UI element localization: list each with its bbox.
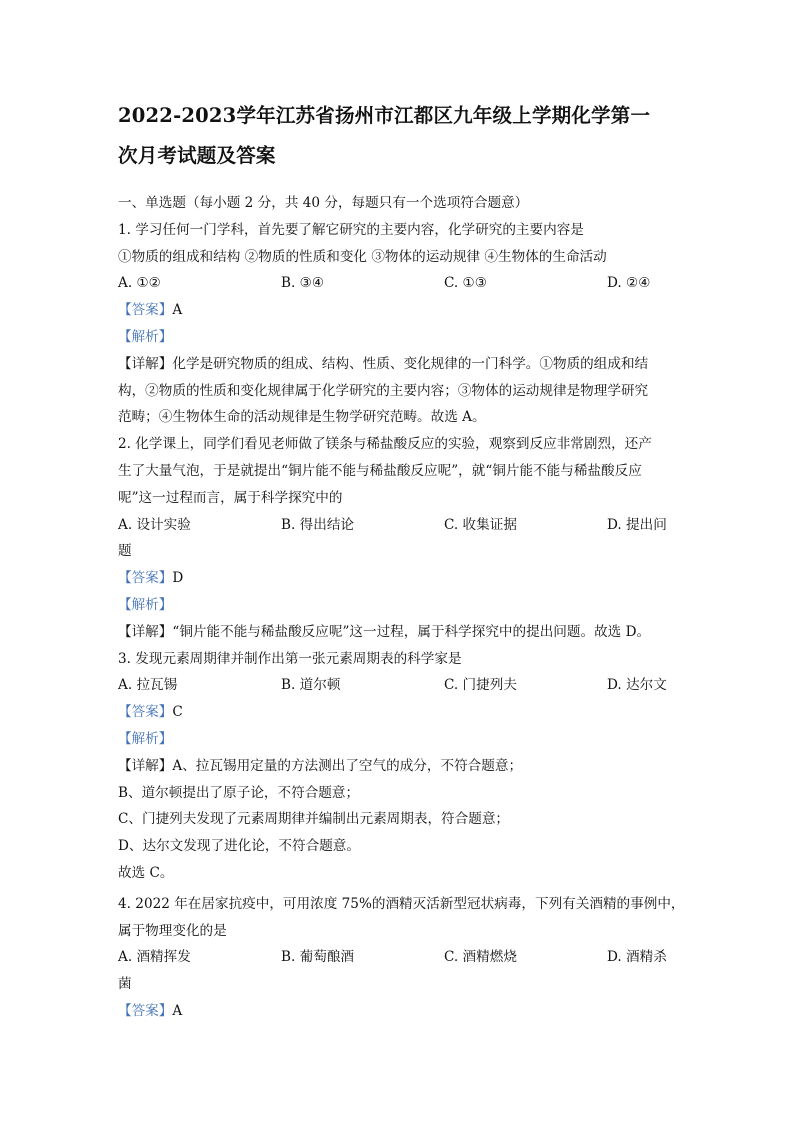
q2-options bbox=[118, 512, 684, 539]
answer-tag: 【答案】 bbox=[118, 1002, 173, 1019]
q3-detail-3: C、门捷列夫发现了元素周期律并编制出元素周期表，符合题意； bbox=[118, 811, 510, 828]
q1-stem: 1. 学习任何一门学科，首先要了解它研究的主要内容，化学研究的主要内容是 bbox=[118, 221, 584, 238]
q4-answer bbox=[118, 998, 684, 1025]
q3-option-c: C. 门捷列夫 bbox=[444, 677, 517, 694]
q2-option-d: D. 提出问 bbox=[607, 516, 667, 533]
analysis-tag: 【解析】 bbox=[118, 730, 173, 747]
detail-tag: 【详解】 bbox=[118, 623, 173, 640]
q4-stem-2: 属于物理变化的是 bbox=[118, 922, 227, 939]
q3-answer bbox=[118, 699, 684, 726]
q1-answer bbox=[118, 297, 684, 324]
q2-option-c: C. 收集证据 bbox=[444, 516, 517, 533]
q2-detail bbox=[118, 619, 684, 646]
q1-option-b: B. ③④ bbox=[281, 275, 325, 292]
q2-analysis bbox=[118, 592, 684, 619]
q4-option-d: D. 酒精杀 bbox=[607, 949, 667, 966]
q1-detail-1 bbox=[118, 351, 684, 378]
q1-analysis bbox=[118, 324, 684, 351]
q3-detail-text-1: A、拉瓦锡用定量的方法测出了空气的成分，不符合题意； bbox=[172, 757, 523, 774]
detail-tag: 【详解】 bbox=[118, 757, 173, 774]
q1-items: ①物质的组成和结构 ②物质的性质和变化 ③物体的运动规律 ④生物体的生命活动 bbox=[118, 248, 607, 265]
detail-tag: 【详解】 bbox=[118, 355, 173, 372]
q2-stem-1: 2. 化学课上，同学们看见老师做了镁条与稀盐酸反应的实验，观察到反应非常剧烈，还产 bbox=[118, 436, 652, 453]
q2-option-wrap: 题 bbox=[118, 543, 132, 560]
q3-options bbox=[118, 672, 684, 699]
q2-answer bbox=[118, 565, 684, 592]
q3-answer-value: C bbox=[172, 704, 183, 721]
q3-stem: 3. 发现元素周期律并制作出第一张元素周期表的科学家是 bbox=[118, 650, 462, 667]
answer-tag: 【答案】 bbox=[118, 302, 173, 319]
q4-option-a: A. 酒精挥发 bbox=[118, 949, 191, 966]
q4-option-c: C. 酒精燃烧 bbox=[444, 949, 517, 966]
q1-option-c: C. ①③ bbox=[444, 275, 487, 292]
q1-detail-2: 构，②物质的性质和变化规律属于化学研究的主要内容；③物体的运动规律是物理学研究 bbox=[118, 382, 649, 399]
q1-option-d: D. ②④ bbox=[607, 275, 651, 292]
analysis-tag: 【解析】 bbox=[118, 328, 173, 345]
q1-detail-3: 范畴；④生物体生命的活动规律是生物学研究范畴。故选 A。 bbox=[118, 409, 486, 426]
q3-analysis bbox=[118, 726, 684, 753]
q3-option-d: D. 达尔文 bbox=[607, 677, 667, 694]
q1-option-a: A. ①② bbox=[118, 275, 161, 292]
q4-option-b: B. 葡萄酿酒 bbox=[281, 949, 355, 966]
q3-detail-5: 故选 C。 bbox=[118, 864, 174, 881]
q2-detail-text: “铜片能不能与稀盐酸反应呢”这一过程，属于科学探究中的提出问题。故选 D。 bbox=[172, 623, 651, 640]
q2-stem-3: 呢”这一过程而言，属于科学探究中的 bbox=[118, 489, 343, 506]
section-heading: 一、单选题（每小题 2 分，共 40 分，每题只有一个选项符合题意） bbox=[118, 195, 529, 211]
answer-tag: 【答案】 bbox=[118, 704, 173, 721]
q4-answer-value: A bbox=[172, 1002, 183, 1019]
q2-option-a: A. 设计实验 bbox=[118, 516, 191, 533]
doc-title-line-1: 2022-2023学年江苏省扬州市江都区九年级上学期化学第一 bbox=[118, 104, 651, 127]
q4-stem-1: 4. 2022 年在居家抗疫中，可用浓度 75%的酒精灭活新型冠状病毒，下列有关酒精的事例中， bbox=[118, 895, 685, 912]
q3-detail-1 bbox=[118, 753, 684, 780]
q3-detail-4: D、达尔文发现了进化论，不符合题意。 bbox=[118, 838, 360, 855]
analysis-tag: 【解析】 bbox=[118, 596, 173, 613]
doc-title-line-2: 次月考试题及答案 bbox=[118, 144, 276, 167]
q4-options bbox=[118, 944, 684, 971]
q1-options bbox=[118, 270, 684, 297]
q2-stem-2: 生了大量气泡，于是就提出“铜片能不能与稀盐酸反应呢”，就“铜片能不能与稀盐酸反应 bbox=[118, 462, 642, 479]
q1-answer-value: A bbox=[172, 302, 183, 319]
q4-option-wrap: 菌 bbox=[118, 976, 132, 993]
q3-detail-2: B、道尔顿提出了原子论，不符合题意； bbox=[118, 784, 360, 801]
document-page bbox=[118, 96, 684, 1025]
q3-option-a: A. 拉瓦锡 bbox=[118, 677, 178, 694]
answer-tag: 【答案】 bbox=[118, 570, 173, 587]
q1-detail-text-1: 化学是研究物质的组成、结构、性质、变化规律的一门科学。①物质的组成和结 bbox=[172, 355, 649, 372]
q2-option-b: B. 得出结论 bbox=[281, 516, 355, 533]
q3-option-b: B. 道尔顿 bbox=[281, 677, 341, 694]
q2-answer-value: D bbox=[172, 570, 184, 587]
